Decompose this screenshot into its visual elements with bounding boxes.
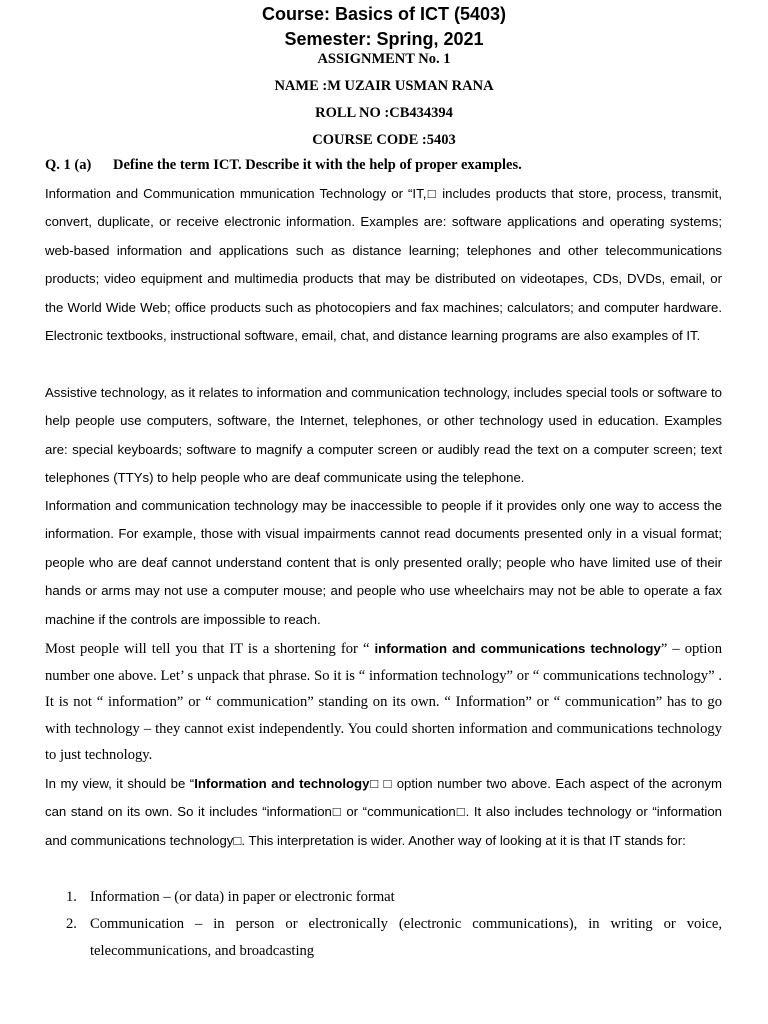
- semester-title: Semester: Spring, 2021: [284, 29, 484, 49]
- paragraph-my-view-start: In my view, it should be “: [45, 776, 195, 791]
- list-item-text: Information – (or data) in paper or electronic format: [90, 889, 395, 905]
- student-name: NAME :M UZAIR USMAN RANA: [274, 78, 494, 94]
- course-code: COURSE CODE :5403: [312, 132, 456, 148]
- list-item: [66, 884, 722, 911]
- roll-number: ROLL NO :CB434394: [315, 105, 453, 121]
- paragraph-ict-definition: Information and Communication mmunication Technology or “IT,□ includes products that store, process, transmit, convert, duplicate, or receive electronic information. Examples are: software applications and operating systems; web-based information and applications such as distance learning; telephones and other telecommunications products; video equipment and multimedia products that may be distributed on videotapes, CDs, DVDs, email, or the World Wide Web; office products such as photocopiers and fax machines; calculators; and computer hardware. Electronic textbooks, instructional software, email, chat, and distance learning programs are also examples of IT.: [45, 186, 722, 344]
- paragraph-assistive-technology: Assistive technology, as it relates to information and communication technology, includes special tools or software to help people use computers, software, the Internet, telephones, or other technology used in education. Examples are: special keyboards; software to magnify a computer screen or audibly read the text on a computer screen; text telephones (TTYs) to help people who are deaf communicate using the telephone.: [45, 385, 722, 486]
- paragraph-my-view-bold: Information and technology□: [194, 776, 380, 791]
- list-item-number: 2.: [66, 916, 77, 932]
- paragraph-my-view-end: □ option number two above. Each aspect of the acronym can stand on its own. So it includes “information□ or “communication□. It also includes technology or “information and communications technology□. This interpretation is wider. Another way of looking at it is that IT stands for:: [45, 776, 722, 848]
- list-item-number: 1.: [66, 889, 77, 905]
- question-number: Q. 1 (a): [45, 157, 92, 173]
- paragraph-my-view: [45, 770, 722, 855]
- it-stands-for-list: [66, 884, 722, 965]
- paragraph-it-meaning-start: Most people will tell you that IT is a shortening for “: [45, 641, 375, 657]
- paragraph-it-meaning-end: ” – option number one above. Let’ s unpack that phrase. So it is “ information technology” or “ communications technology” . It is not “ information” or “ communication” standing on its own. “ Information” or “ communication” has to go with technology – they cannot exist independently. You could shorten information and communications technology to just technology.: [45, 641, 722, 763]
- assignment-heading: ASSIGNMENT No. 1: [317, 51, 451, 67]
- paragraph-accessibility: Information and communication technology may be inaccessible to people if it provides only one way to access the information. For example, those with visual impairments cannot read documents presented only in a visual format; people who are deaf cannot understand content that is only presented orally; people who have limited use of their hands or arms may not use a computer mouse; and people who use wheelchairs may not be able to operate a fax machine if the controls are impossible to reach.: [45, 498, 722, 627]
- question-heading: [45, 157, 522, 174]
- paragraph-it-meaning: [45, 636, 722, 769]
- list-item: [66, 911, 722, 965]
- list-item-text: Communication – in person or electronically (electronic communications), in writing or voice, telecommunications, and broadcasting: [90, 916, 722, 959]
- paragraph-it-meaning-bold: information and communications technology: [374, 641, 661, 656]
- question-text: Define the term ICT. Describe it with the help of proper examples.: [113, 157, 522, 173]
- course-title: Course: Basics of ICT (5403): [261, 4, 507, 24]
